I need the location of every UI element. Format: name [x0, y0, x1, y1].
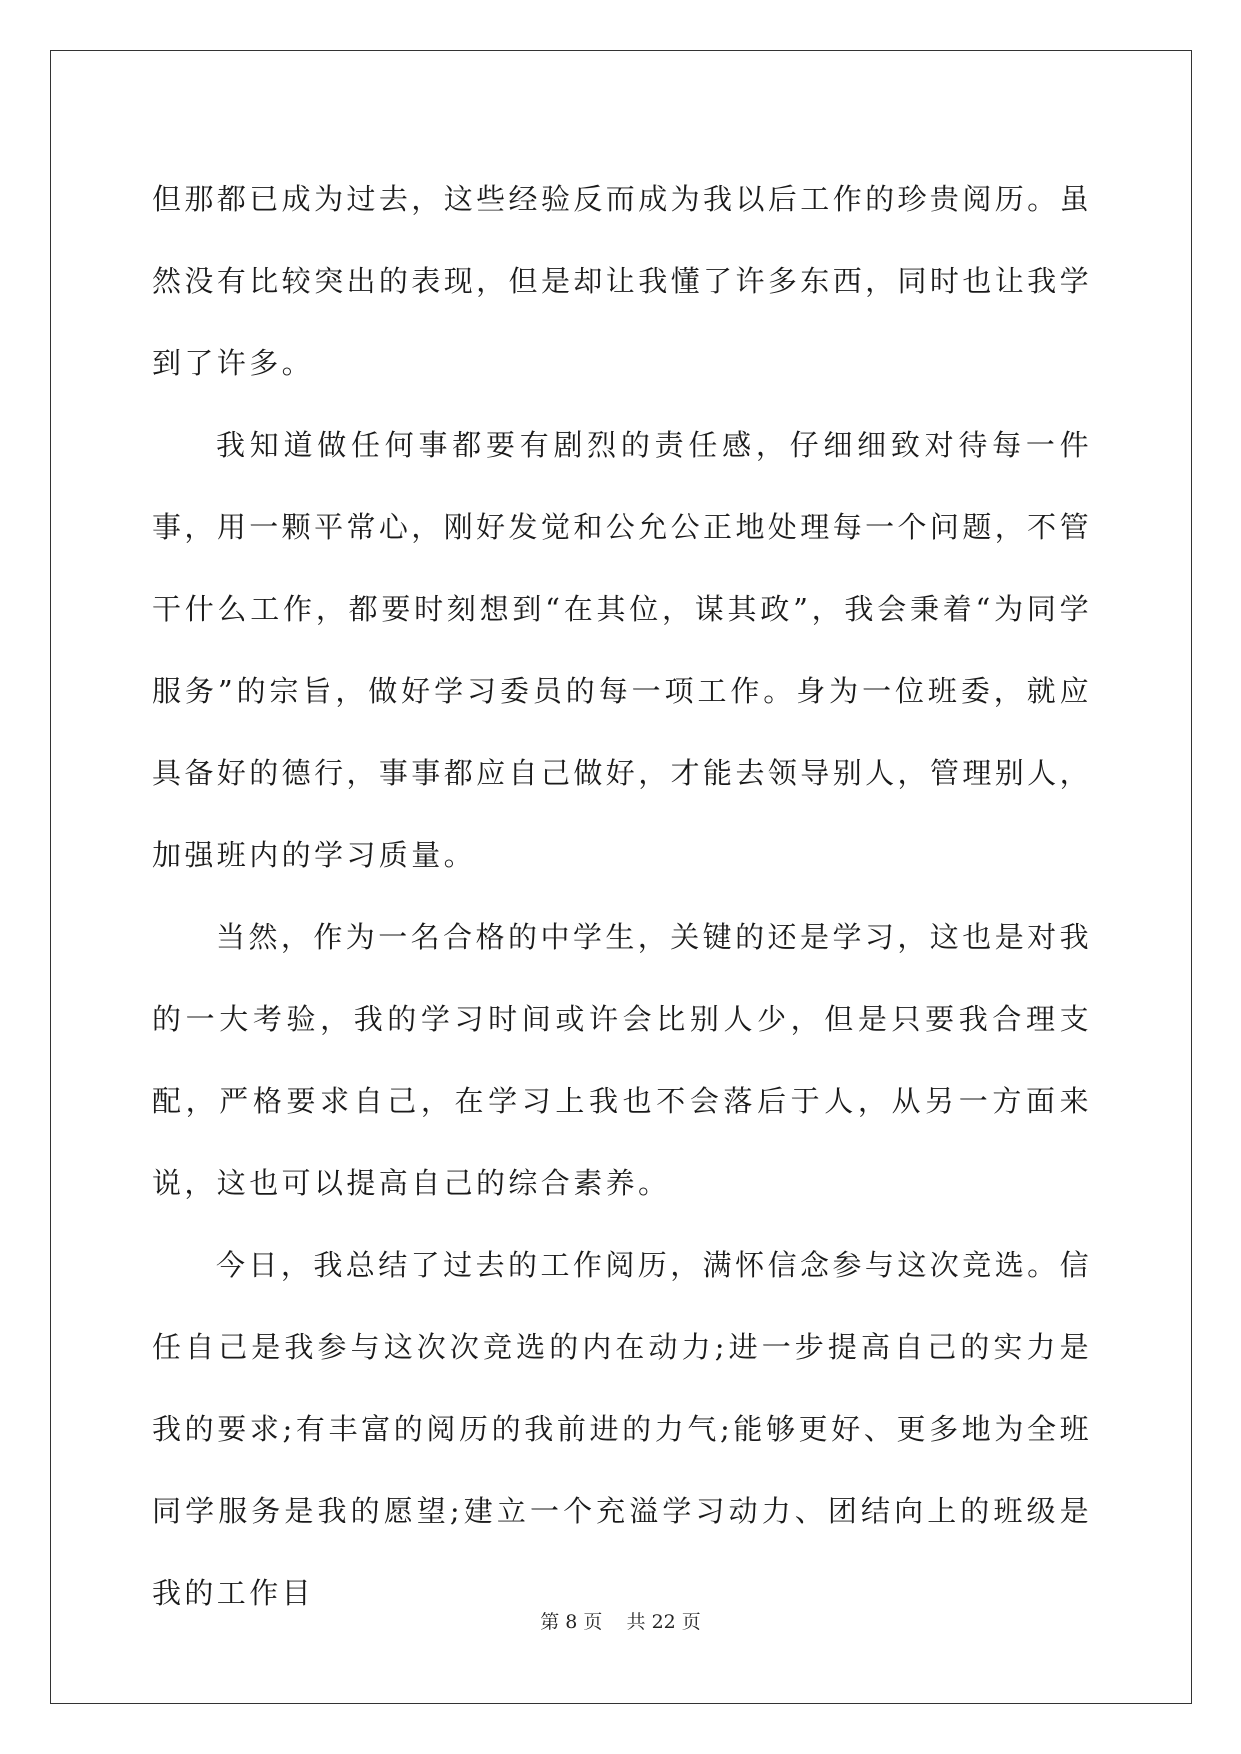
page-footer [0, 1607, 1241, 1634]
document-body [152, 158, 1092, 1634]
paragraph-1: 但那都已成为过去，这些经验反而成为我以后工作的珍贵阅历。虽然没有比较突出的表现，但是却让我懂了许多东西，同时也让我学到了许多。 [152, 182, 1092, 380]
paragraph-2: 我知道做任何事都要有剧烈的责任感，仔细细致对待每一件事，用一颗平常心，刚好发觉和公允公正地处理每一个问题，不管干什么工作，都要时刻想到“在其位，谋其政”，我会秉着“为同学服务”的宗旨，做好学习委员的每一项工作。身为一位班委，就应具备好的德行，事事都应自己做好，才能去领导别人，管理别人，加强班内的学习质量。 [152, 428, 1092, 872]
paragraph-3: 当然，作为一名合格的中学生，关键的还是学习，这也是对我的一大考验，我的学习时间或许会比别人少，但是只要我合理支配，严格要求自己，在学习上我也不会落后于人，从另一方面来说，这也可以提高自己的综合素养。 [152, 920, 1092, 1200]
paragraph-4: 今日，我总结了过去的工作阅历，满怀信念参与这次竞选。信任自己是我参与这次次竞选的内在动力;进一步提高自己的实力是我的要求;有丰富的阅历的我前进的力气;能够更好、更多地为全班同学服务是我的愿望;建立一个充溢学习动力、团结向上的班级是我的工作目 [152, 1248, 1092, 1610]
page-number: 第 8 页 共 22 页 [540, 1611, 701, 1633]
